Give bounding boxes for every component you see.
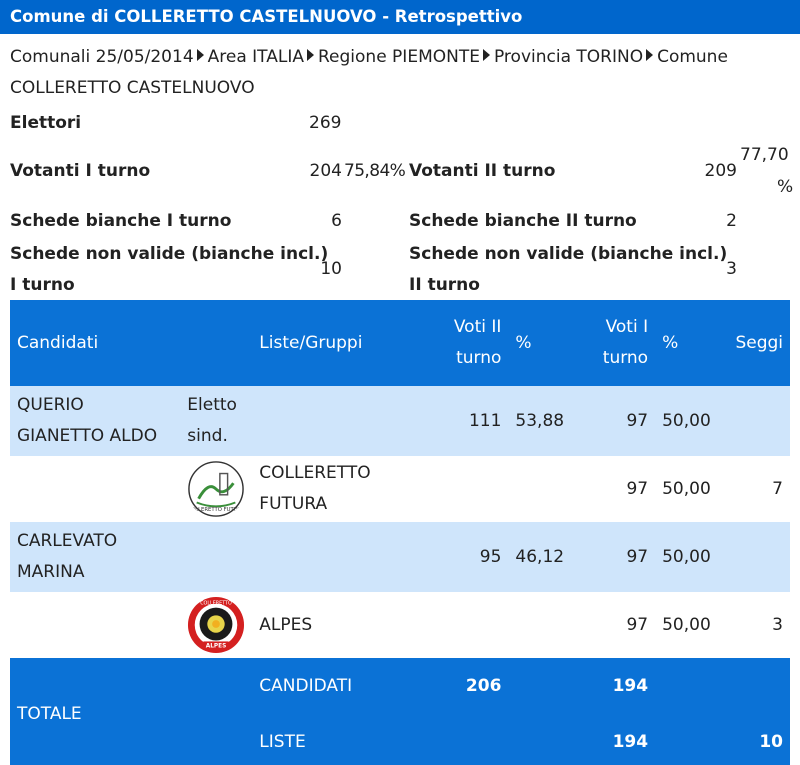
svg-text:ALPES: ALPES (206, 643, 227, 650)
totals-row-candidati (10, 658, 790, 714)
totals-liste-seggi: 10 (727, 714, 790, 765)
bianche-2-label: Schede bianche II turno (409, 211, 637, 231)
non-valide-2-value: 3 (726, 259, 737, 279)
svg-text:COLLERETTO: COLLERETTO (200, 601, 233, 607)
pct-2-value: 46,12 (508, 522, 578, 592)
pct-2-value: 53,88 (508, 386, 578, 456)
table-row (10, 522, 790, 592)
breadcrumb-item-area[interactable]: Area ITALIA (207, 47, 304, 67)
breadcrumb (10, 42, 795, 104)
header-candidati: Candidati (10, 300, 180, 386)
totals-liste-voti-1: 194 (578, 714, 655, 765)
seggi-value: 7 (727, 456, 790, 522)
totals-candidati-voti-2: 206 (440, 658, 509, 714)
chevron-right-icon (646, 49, 653, 61)
voti-2-value: 95 (440, 522, 509, 592)
non-valide-1-label-line2: I turno (10, 275, 75, 295)
table-row (10, 592, 790, 658)
bianche-1-label: Schede bianche I turno (10, 211, 232, 231)
pct-1-value: 50,00 (655, 522, 727, 592)
seggi-value: 3 (727, 592, 790, 658)
pct-1-value: 50,00 (655, 592, 727, 658)
list-name: ALPES (252, 592, 439, 658)
list-name: COLLERETTO FUTURA (252, 456, 439, 522)
page-title: Comune di COLLERETTO CASTELNUOVO - Retrospettivo (0, 0, 800, 34)
voti-1-value: 97 (578, 522, 655, 592)
elettori-label: Elettori (10, 113, 82, 133)
list-logo (180, 592, 252, 658)
table-row (10, 386, 790, 456)
votanti-1-percent: 75,84% (344, 161, 406, 181)
candidate-name: CARLEVATO MARINA (10, 522, 180, 592)
header-voti-2: Voti II turno (440, 300, 509, 386)
bianche-2-value: 2 (726, 211, 737, 231)
alpes-logo-icon (187, 596, 245, 654)
votanti-2-percent-sign: % (777, 177, 794, 197)
pct-1-value: 50,00 (655, 456, 727, 522)
totals-candidati-voti-1: 194 (578, 658, 655, 714)
non-valide-1-value: 10 (320, 259, 342, 279)
totals-label: TOTALE (10, 658, 180, 765)
header-seggi: Seggi (727, 300, 790, 386)
header-voti-1: Voti I turno (578, 300, 655, 386)
results-table (10, 300, 790, 765)
non-valide-2-label-line2: II turno (409, 275, 480, 295)
totals-liste-label: LISTE (252, 714, 439, 765)
candidate-name: QUERIO GIANETTO ALDO (10, 386, 180, 456)
breadcrumb-item-region[interactable]: Regione PIEMONTE (318, 47, 480, 67)
header-liste: Liste/Gruppi (252, 300, 439, 386)
bianche-1-value: 6 (331, 211, 342, 231)
voti-1-value: 97 (578, 592, 655, 658)
list-logo (180, 456, 252, 522)
breadcrumb-item-election[interactable]: Comunali 25/05/2014 (10, 47, 194, 67)
chevron-right-icon (307, 49, 314, 61)
colleretto-futura-logo-icon (187, 460, 245, 518)
candidate-note: Eletto sind. (180, 386, 439, 456)
totals-candidati-label: CANDIDATI (252, 658, 439, 714)
elettori-value: 269 (309, 113, 342, 133)
table-row (10, 456, 790, 522)
votanti-2-percent: 77,70 (740, 145, 789, 165)
non-valide-2-label-line1: Schede non valide (bianche incl.) (409, 244, 728, 264)
votanti-2-label: Votanti II turno (409, 161, 556, 181)
chevron-right-icon (197, 49, 204, 61)
voti-1-value: 97 (578, 386, 655, 456)
header-pct-1: % (655, 300, 727, 386)
non-valide-1-label-line1: Schede non valide (bianche incl.) (10, 244, 329, 264)
header-pct-2: % (508, 300, 578, 386)
votanti-1-value: 204 (309, 161, 342, 181)
chevron-right-icon (483, 49, 490, 61)
breadcrumb-item-province[interactable]: Provincia TORINO (493, 47, 644, 67)
votanti-1-label: Votanti I turno (10, 161, 151, 181)
breadcrumb-item-comune[interactable]: Comune COLLERETTO CASTELNUOVO (10, 47, 728, 98)
voti-1-value: 97 (578, 456, 655, 522)
svg-text:COLLERETTO FUTURA: COLLERETTO FUTURA (187, 507, 246, 514)
votanti-2-value: 209 (704, 161, 737, 181)
pct-1-value: 50,00 (655, 386, 727, 456)
voti-2-value: 111 (440, 386, 509, 456)
table-header (10, 300, 790, 386)
